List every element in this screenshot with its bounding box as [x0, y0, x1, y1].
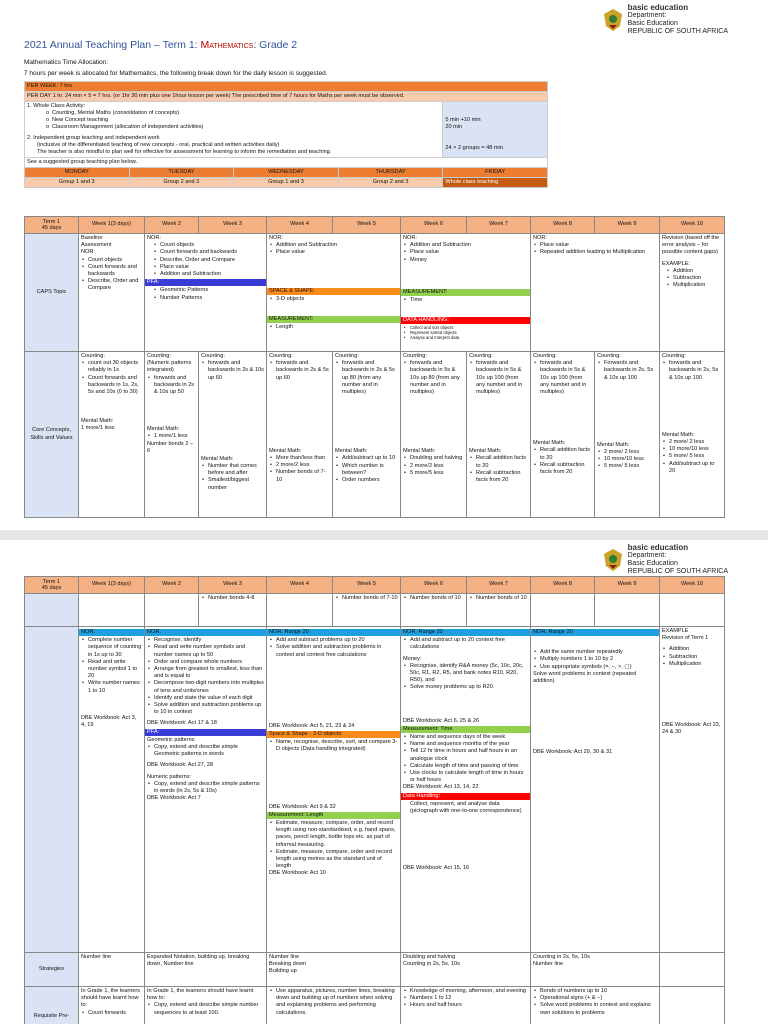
- caps-week-2-3: NOR: • Count objects • Count forwards and backwards • Describe, Order and Compare • Place value • Addition and Subtraction PFA: • Geometric Patterns • Number Patterns: [145, 234, 267, 352]
- day-tuesday: TUESDAY: [129, 168, 234, 178]
- core-concepts-row: [25, 352, 725, 518]
- core-week-6: Counting: • forwards and backwards in 5s & 10s up 80 (from any number and in multiples) Mental Math: • Doubling and halving • 2 more/2 less • 5 more/5 less: [401, 352, 467, 518]
- week-3-header: Week 3: [199, 217, 267, 234]
- day-wednesday: WEDNESDAY: [234, 168, 339, 178]
- page-title: 2021 Annual Teaching Plan – Term 1: Mathematics: Grade 2: [24, 39, 298, 51]
- core-week-7: Counting: • forwards and backwards in 5s & 10s up 100 (from any number and in multiples) Mental Math: • Recall addition facts to 20 • Recall subtraction facts from 20: [467, 352, 531, 518]
- per-day-row: PER DAY 1 hr. 24 min × 5 = 7 hrs. (or 1hr 30 min plus one 1hour lesson per week) The prescribed time of 7 hours for Maths per week must be observed.: [25, 92, 548, 102]
- group-monday: Group 1 and 3: [25, 178, 130, 188]
- page-2: [0, 540, 768, 1024]
- core-week-2: Counting: (Numeric patterns integrated) • forwards and backwards in 2s & 10s up 50 Mental Math: • 1 more/1 less Number bonds 2 – 6: [145, 352, 199, 518]
- teaching-plan-table-continued: [24, 576, 725, 1024]
- whole-class-activity: 1. Whole Class Activity: o Counting, Mental Maths (consolidation of concepts) o New Concept teaching o Classroom Management (allocation of independent activities) 2. Independent group teaching and independent work (inclusive of the differentiated teaching of new concepts - oral, practical and written activities daily) The teacher is also mindful to plan well for effective for assessment for learning to inform the remediation and teaching.: [25, 102, 443, 158]
- week-header-row: Term 1 45 days Week 1(3 days) Week 2 Week 3 Week 4 Week 5 Week 6 Week 7 Week 8 Week 9 Week 10: [25, 577, 725, 594]
- pfa-label: PFA:: [145, 279, 266, 286]
- measurement-label: MEASUREMENT:: [267, 316, 400, 323]
- week-1-header: Week 1(3 days): [79, 217, 145, 234]
- number-bonds-row: • Number bonds 4-8 • Number bonds of 7-10 • Number bonds of 10 • Number bonds of 10: [25, 594, 725, 627]
- strategies-row: Strategies Number line Expanded Notation, building up, breaking down, Number line Number line Breaking down Building up Doubling and halving Counting in 2s, 5s, 10s Counting in 2s, 5s, 10s Number line: [25, 953, 725, 987]
- week-9-header: Week 9: [595, 217, 660, 234]
- core-week-10: Counting: • forwards and backwards in 2s, 5s & 10s up 100 Mental Math: • 2 more/ 2 less • 10 more/10 less • 5 more/ 5 less • Add/subtract up to 20: [660, 352, 725, 518]
- per-week-row: PER WEEK: 7 hrs: [25, 82, 548, 92]
- group-wednesday: Group 1 and 3: [234, 178, 339, 188]
- caps-week-6-7: NOR: • Addition and Subtraction • Place value • Money MEASUREMENT: • Time DATA HANDLING: • Collect and sort objects • Represent sorted objects • Analyse and Interpret data: [401, 234, 531, 352]
- core-week-9: Counting: • Forwards and backwards in 2s, 5s & 10s up 100 Mental Math: • 2 more/ 2 less • 10 more/10 less • 5 more/ 5 less: [595, 352, 660, 518]
- group-tuesday: Group 2 and 3: [129, 178, 234, 188]
- week-2-header: Week 2: [145, 217, 199, 234]
- group-thursday: Group 2 and 3: [338, 178, 443, 188]
- day-thursday: THURSDAY: [338, 168, 443, 178]
- core-week-5: Counting: • forwards and backwards in 2s & 5s up 80 (from any number and in multiples) Mental Math: • Add/subtract up to 10 • Which number is between? • Order numbers: [333, 352, 401, 518]
- measurement-label: MEASUREMENT:: [401, 289, 530, 296]
- week-6-header: Week 6: [401, 217, 467, 234]
- week-header-row: [25, 217, 725, 234]
- subject-name: Mathematics: [200, 39, 254, 51]
- core-week-3: Counting: • forwards and backwards in 2s & 10s up 60 Mental Math: • Number that comes before and after • Smallest/biggest number: [199, 352, 267, 518]
- content-week-8-9: NOR: Range 20 • Add the same number repeatedly • Multiply numbers 1 to 10 by 2 • Use appropriate symbols (=, −, ×, ▢) Solve word problems in context (repeated addition) DBE Workbook: Act 29, 30 & 31: [531, 627, 660, 953]
- group-friday: Whole class teaching: [443, 178, 548, 188]
- page-gap: [0, 530, 768, 540]
- core-week-4: Counting: • forwards and backwards in 2s & 5s up 60 Mental Math: • More than/less than • 2 more/2 less • Number bonds of 7-10: [267, 352, 333, 518]
- content-week-6-7: NOR: Range 20 • Add and subtract up to 20 context free calculations Money: • Recognise, identify R&A money (5c, 10c, 20c, 50c, R1, R2, R5, and bank notes R10, R20, R50), and • Solve money problems up to R20. DBE Workbook: Act 6, 25 & 26 Measurement: Time • Name and sequence days of the week • Name and sequence months of the year • Tell 12 hr time in hours and half hours in an analogue clock • Calculate length of time and passing of time • Use clocks to calculate length of time in hours or half hours DBE Workbook: Act 13, 14, 22 Data Handling: Collect, represent, and analyse data (pictograph with one-to-one correspondence) DBE Workbook: Act 15, 16: [401, 627, 531, 953]
- time-breakdown: 5 min +10 min 20 min 24 × 2 groups = 48 min: [443, 102, 548, 158]
- day-monday: MONDAY: [25, 168, 130, 178]
- content-row: [25, 627, 725, 953]
- time-allocation-table: PER WEEK: 7 hrs PER DAY 1 hr. 24 min × 5 = 7 hrs. (or 1hr 30 min plus one 1hour lesson per week) The prescribed time of 7 hours for Maths per week must be observed. 1. Whole Class Activity: o Counting, Mental Maths (consolidation of concepts) o New Concept teaching o Classroom Management (allocation of independent activities) 2. Independent group teaching and independent work (inclusive of the differentiated teaching of new concepts - oral, practical and written activities daily) The teacher is also mindful to plan well for effective for assessment for learning to inform the remediation and teaching. 5 min +10 min 20 min 24 × 2 groups = 48 min See a suggested group teaching plan below. MONDAY TUESDAY WEDNESDAY THURSDAY FRIDAY Group 1 and 3 Group 2 and 3 Group 1 and 3 Group 2 and 3 Whole class teaching: [24, 81, 548, 188]
- logo-name: basic education: [627, 3, 689, 12]
- core-week-8: Counting: • forwards and backwards in 5s & 10s up 100 (from any number and in multiples) Mental Math: • Recall addition facts to 20 • Recall subtraction facts from 20: [531, 352, 595, 518]
- teaching-plan-table: [24, 216, 725, 518]
- week-7-header: Week 7: [467, 217, 531, 234]
- coat-of-arms-icon: [602, 8, 624, 32]
- week-8-header: Week 8: [531, 217, 595, 234]
- caps-week-4-5: NOR: • Addition and Subtraction • Place value SPACE & SHAPE: • 3-D objects MEASUREMENT: • Length: [267, 234, 401, 352]
- caps-week-1: Baseline Assessment NOR: • Count objects • Count forwards and backwards • Describe, Order and Compare: [79, 234, 145, 352]
- coat-of-arms-icon: [602, 548, 624, 572]
- basic-education-logo: basic education Department: Basic Education REPUBLIC OF SOUTH AFRICA: [602, 4, 728, 36]
- week-4-header: Week 4: [267, 217, 333, 234]
- content-week-1: NOR: • Complete number sequence of counting in 1s up to 30 • Read and write number symbol 1 to 20 • Write number names 1 to 10 DBE Workbook: Act 3, 4, 19: [79, 627, 145, 953]
- requisite-row: Requisite Pre- In Grade 1, the learners should have learnt how to: • Count forwards In Grade 1, the learners should have learnt how to: • Copy, extend and describe simple number sequences to at least 100. • Use apparatus, pictures, number lines, breaking down and building up of numbers when solving and explaining problems and performing calculations. • Knowledge of morning, afternoon, and evening • Numbers 1 to 12 • Hours and half hours • Bonds of numbers up to 10 • Operational signs (+ & −) • Solve word problems in context and explains own solutions to problems: [25, 987, 725, 1024]
- week-5-header: Week 5: [333, 217, 401, 234]
- data-handling-label: DATA HANDLING:: [401, 317, 530, 324]
- term-label: Term 1 45 days: [25, 217, 79, 234]
- caps-week-8-9: NOR: • Place value • Repeated addition leading to Multiplication: [531, 234, 660, 352]
- allocation-intro: Mathematics Time Allocation: 7 hours per week is allocated for Mathematics, the following break down for the daily lesson is suggested.: [24, 59, 328, 77]
- basic-education-logo: basic education Department: Basic Education REPUBLIC OF SOUTH AFRICA: [602, 544, 728, 576]
- space-shape-label: SPACE & SHAPE:: [267, 288, 400, 295]
- core-week-1: Counting: • count out 30 objects reliably in 1s • Count forwards and backwards in 1s, 2s, 5s and 10s (0 to 30) Mental Math: 1 more/1 less: [79, 352, 145, 518]
- caps-week-10: Revision (based off the error analysis – for possible content gaps) EXAMPLE: • Addition • Subtraction • Multiplication: [660, 234, 725, 352]
- caps-topic-row: [25, 234, 725, 352]
- content-week-10: EXAMPLE Revision of Term 1 • Addition • Subtraction • Multiplication DBE Workbook: Act 23, 24 & 30: [660, 627, 725, 953]
- strategies-label: Strategies: [25, 953, 79, 987]
- content-week-4-5: NOR: Range 20 • Add and subtract problems up to 20 • Solve addition and subtraction problems in context and context free calculations DBE Workbook: Act 5, 21, 23 & 24 Space & Shape - 3-D objects: • Name, recognise, describe, sort, and compare 3-D objects (Data handling integrated) DBE Workbook: Act 9 & 32 Measurement: Length • Estimate, measure, compare, order, and record length using non-standardised, e.g. hand spans, paces, pencil length, bottle tops etc. as part of informal measuring. • Estimate, measure, compare, order and record length using metres as the standard unit of length DBE Workbook: Act 10: [267, 627, 401, 953]
- day-friday: FRIDAY: [443, 168, 548, 178]
- caps-topic-label: CAPS Topic: [25, 234, 79, 352]
- content-week-2-3: NOR: • Recognise, identify • Read and write number symbols and number names up to 50 • Order and compare whole numbers • Arrange from greatest to smallest, less than and is equal to • Decompose two-digit numbers into multiples of tens and units/ones • Identify and state the value of each digit • Solve addition and subtraction problems up to 10 in context DBE Workbook: Act 17 & 18 PFA: Geometric patterns • Copy, extend and describe simple Geometric patterns in words DBE Workbook: Act 27, 28 Numeric patterns: • Copy, extend and describe simple patterns in words (in 2s, 5s & 10s) DBE Workbook: Act 7: [145, 627, 267, 953]
- requisite-label: Requisite Pre-: [25, 987, 79, 1024]
- core-concepts-label: Core Concepts, Skills and Values: [25, 352, 79, 518]
- week-10-header: Week 10: [660, 217, 725, 234]
